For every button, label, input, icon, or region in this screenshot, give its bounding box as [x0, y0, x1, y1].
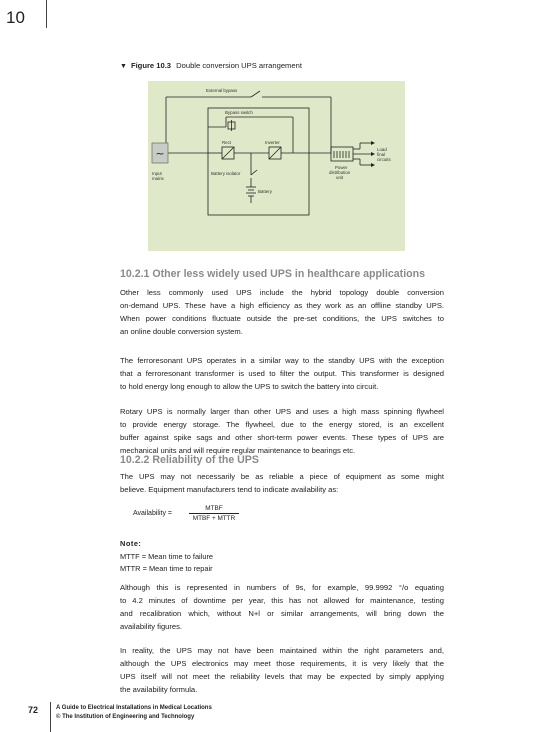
rectifier-diagonal: [222, 147, 234, 159]
note-line-mttf: MTTF = Mean time to failure: [120, 552, 214, 561]
text-line: The ferroresonant UPS operates in a similar way to the standby UPS with the exception: [120, 356, 444, 365]
paragraph-nines: [120, 581, 444, 633]
figure-label: Figure 10.3: [130, 61, 172, 70]
inverter-diagonal: [269, 147, 281, 159]
text-line: to 4.2 minutes of downtime per year, this has not allowed for maintenance, testing: [120, 596, 444, 605]
page-number: 72: [28, 705, 39, 715]
label-unit: unit: [336, 175, 344, 180]
label-battery-isolator: Battery isolator: [211, 171, 241, 176]
external-bypass-switch: [251, 91, 260, 97]
chapter-divider: [46, 0, 47, 28]
label-load: Load: [377, 147, 387, 152]
footer-copyright: © The Institution of Engineering and Technology: [56, 714, 195, 720]
label-battery: Battery: [258, 189, 272, 194]
text-line: mechanical units and will require regular maintenance to bearings etc.: [120, 446, 356, 455]
text-line: to provide energy storage. The flywheel, due to the energy stored, is an excellent: [120, 420, 444, 429]
battery-isolator-switch: [251, 170, 257, 175]
text-line: In reality, the UPS may not have been maintained within the right parameters and,: [120, 646, 444, 655]
text-line: buffer against spike sags and other short-term power events. These types of UPS are: [120, 433, 444, 442]
formula-denominator: MTBF + MTTR: [192, 515, 236, 522]
label-rect: Rect: [222, 140, 232, 145]
label-bypass-switch: Bypass switch: [225, 110, 253, 115]
label-inverter: Inverter: [265, 140, 280, 145]
paragraph-reliability-intro: [120, 470, 444, 496]
label-external-bypass: External bypass: [206, 88, 238, 93]
text-line: although the UPS electronics may meet those requirements, it is very likely that the: [120, 659, 444, 668]
ups-diagram: [148, 81, 405, 251]
label-distribution: distribution: [329, 170, 351, 175]
footer-divider: [50, 702, 51, 732]
text-line: Rotary UPS is normally larger than other UPS and uses a high mass spinning flywheel: [120, 407, 444, 416]
text-line: believe. Equipment manufacturers tend to indicate availability as:: [120, 485, 339, 494]
label-mains: mains: [152, 176, 164, 181]
paragraph-ferroresonant-ups: [120, 354, 444, 393]
availability-formula: [133, 505, 253, 525]
text-line: to hold energy long enough to allow the UPS to switch the battery into circuit.: [120, 382, 379, 391]
note-line-mttr: MTTR = Mean time to repair: [120, 564, 213, 573]
text-line: and recalibration which, without N+l or similar arrangements, will bring down the: [120, 609, 444, 618]
text-line: Other less commonly used UPS include the hybrid topology double conversion: [120, 288, 444, 297]
formula-lhs: Availability =: [133, 510, 172, 517]
text-line: an online double conversion system.: [120, 327, 243, 336]
triangle-marker-icon: ▼: [120, 63, 127, 70]
chapter-number: 10: [6, 8, 25, 27]
text-line: availability figures.: [120, 622, 183, 631]
formula-numerator: MTBF: [189, 505, 239, 514]
label-final: final: [377, 152, 386, 157]
label-power: Power: [335, 165, 348, 170]
ups-enclosure: [208, 108, 309, 215]
paragraph-reality: [120, 644, 444, 696]
paragraph-hybrid-ups: [120, 286, 444, 338]
ups-diagram-svg: [148, 81, 405, 251]
paragraph-rotary-ups: [120, 405, 444, 457]
section-heading-10-2-2: 10.2.2 Reliability of the UPS: [120, 454, 259, 466]
text-line: on-demand UPS. These have a high efficiency as they work as an offline standby UPS.: [120, 301, 444, 310]
note-heading: Note:: [120, 539, 142, 548]
label-circuits: circuits: [377, 157, 391, 162]
text-line: UPS itself will not meet the reliability levels that may be expected by simply applying: [120, 672, 444, 681]
ac-symbol-icon: ~: [155, 147, 165, 160]
label-input: Input: [152, 171, 162, 176]
text-line: When power conditions fluctuate outside the pre-set conditions, the UPS switches to: [120, 314, 444, 323]
figure-caption: [120, 61, 302, 70]
text-line: The UPS may not necessarily be as reliable a piece of equipment as some might: [120, 472, 444, 481]
footer-book-title: A Guide to Electrical Installations in Medical Locations: [56, 705, 212, 711]
text-line: the availability formula.: [120, 685, 198, 694]
text-line: Although this is represented in numbers of 9s, for example, 99.9992 °/o equating: [120, 583, 444, 592]
formula-fraction: [189, 505, 239, 522]
figure-title: Double conversion UPS arrangement: [176, 61, 302, 70]
text-line: that a ferroresonant transformer is used to filter the output. This transformer is designed: [120, 369, 444, 378]
section-heading-10-2-1: 10.2.1 Other less widely used UPS in healthcare applications: [120, 268, 425, 280]
note-block: [120, 538, 213, 575]
footer: [56, 704, 212, 722]
